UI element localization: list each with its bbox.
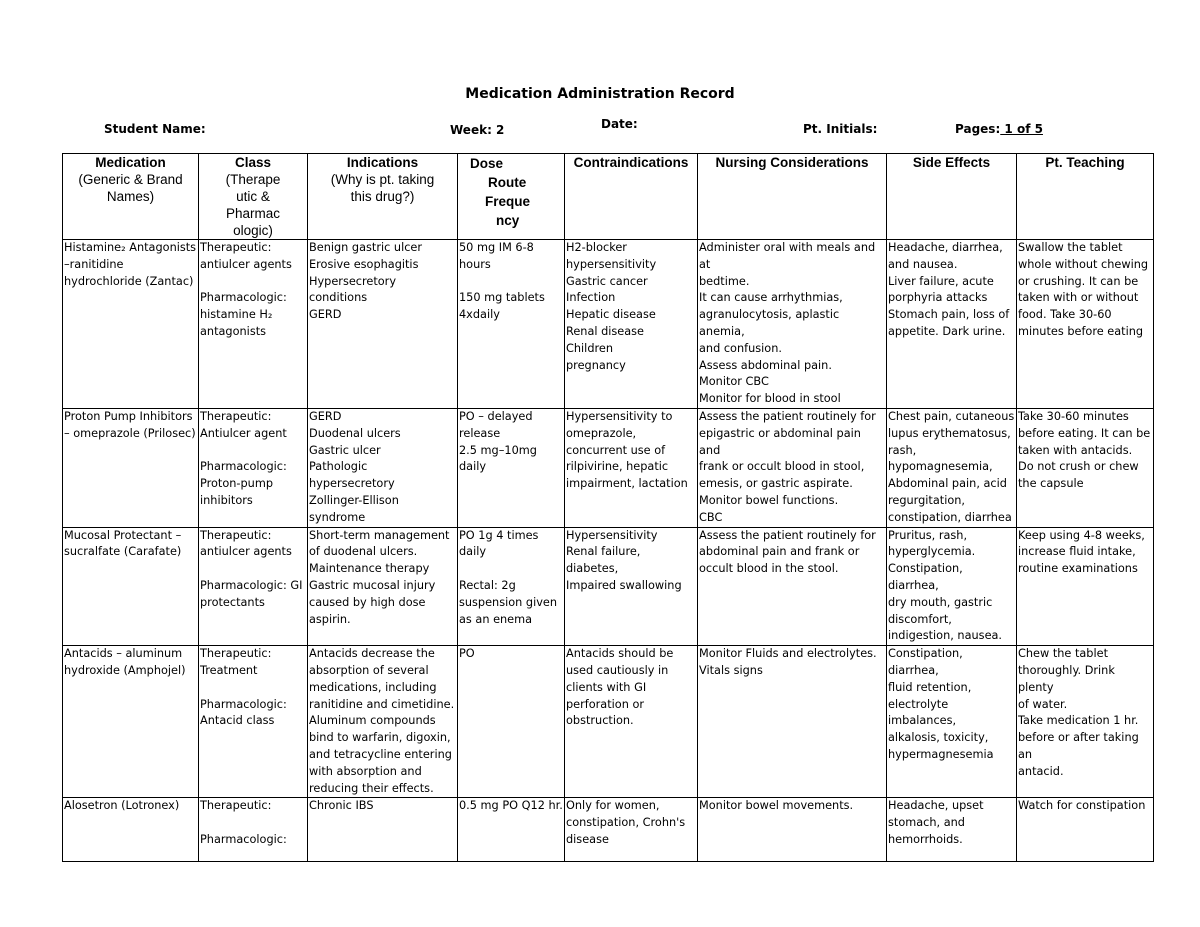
cell-line: fluid retention, bbox=[888, 680, 972, 694]
cell-nursing bbox=[698, 240, 887, 409]
col-indications-header bbox=[308, 154, 458, 240]
table-row bbox=[63, 527, 1154, 646]
cell-line: and confusion. bbox=[699, 341, 782, 355]
cell-line: protectants bbox=[200, 595, 265, 609]
cell-line: Renal failure, diabetes, bbox=[566, 545, 644, 576]
cell-class bbox=[199, 798, 308, 862]
cell-line: GERD bbox=[309, 409, 342, 423]
col-class-sub: Pharmac bbox=[225, 206, 281, 221]
cell-line: 0.5 mg PO Q12 hr. bbox=[459, 799, 563, 813]
cell-line: reducing their effects. bbox=[309, 781, 434, 795]
cell-line: constipation, Crohn's bbox=[566, 816, 686, 830]
cell-side-effects bbox=[887, 798, 1017, 862]
cell-line: impairment, lactation bbox=[566, 477, 688, 491]
cell-line: taken with antacids. bbox=[1018, 443, 1133, 457]
cell-line: Chest pain, cutaneous bbox=[888, 409, 1015, 423]
cell-line: Assess the patient routinely for bbox=[699, 409, 876, 423]
cell-line: agranulocytosis, aplastic anemia, bbox=[699, 308, 843, 338]
cell-line: discomfort, bbox=[888, 612, 952, 626]
cell-line: of duodenal ulcers. bbox=[309, 545, 418, 559]
medication-table bbox=[62, 153, 1154, 862]
cell-line: obstruction. bbox=[566, 714, 634, 728]
cell-line: Pharmacologic: bbox=[200, 697, 287, 711]
cell-line: electrolyte imbalances, bbox=[888, 697, 957, 728]
cell-line: Take medication 1 hr. bbox=[1018, 714, 1139, 728]
cell-line: emesis, or gastric aspirate. bbox=[699, 477, 853, 491]
cell-line: Histamine₂ Antagonists bbox=[64, 241, 197, 254]
cell-line: – omeprazole (Prilosec) bbox=[64, 426, 196, 440]
table-row bbox=[63, 240, 1154, 409]
cell-teaching bbox=[1017, 798, 1154, 862]
cell-side-effects bbox=[887, 240, 1017, 409]
cell-line: antagonists bbox=[200, 324, 267, 338]
cell-line: minutes before eating bbox=[1018, 324, 1144, 338]
cell-line: frank or occult blood in stool, bbox=[699, 460, 865, 474]
cell-line: Pathologic hypersecretory bbox=[309, 460, 395, 491]
cell-line: Only for women, bbox=[566, 799, 660, 813]
cell-line: Hypersensitivity bbox=[566, 528, 658, 542]
cell-spacer bbox=[200, 815, 306, 832]
cell-spacer bbox=[200, 561, 306, 578]
cell-line: Therapeutic: bbox=[200, 241, 272, 254]
cell-line: Antacids decrease the bbox=[309, 647, 435, 661]
cell-class bbox=[199, 646, 308, 798]
cell-line: as an enema bbox=[459, 612, 533, 626]
col-side-effects-title: Side Effects bbox=[912, 155, 991, 170]
cell-class bbox=[199, 240, 308, 409]
page-title: Medication Administration Record bbox=[465, 86, 735, 102]
col-dose-line: Dose bbox=[470, 156, 504, 171]
cell-dose bbox=[458, 646, 565, 798]
cell-line: and nausea. bbox=[888, 257, 958, 271]
cell-line: Monitor bowel functions. bbox=[699, 493, 839, 507]
cell-line: constipation, diarrhea bbox=[888, 510, 1012, 524]
cell-line: bedtime. bbox=[699, 274, 750, 288]
table-row bbox=[63, 408, 1154, 527]
cell-line: Renal disease bbox=[566, 324, 645, 338]
cell-line: concurrent use of bbox=[566, 443, 666, 457]
cell-line: Therapeutic: bbox=[200, 409, 272, 423]
col-indications-sub: this drug?) bbox=[350, 189, 415, 204]
cell-teaching bbox=[1017, 646, 1154, 798]
cell-nursing bbox=[698, 646, 887, 798]
cell-spacer bbox=[200, 274, 306, 291]
cell-line: caused by high dose bbox=[309, 595, 426, 609]
cell-line: Abdominal pain, acid bbox=[888, 477, 1007, 491]
cell-indications bbox=[308, 527, 458, 646]
cell-medication bbox=[63, 646, 199, 798]
cell-line: hemorrhoids. bbox=[888, 832, 963, 846]
cell-contraindications bbox=[565, 646, 698, 798]
cell-medication bbox=[63, 527, 199, 646]
cell-line: Monitor bowel movements. bbox=[699, 799, 854, 813]
cell-contraindications bbox=[565, 408, 698, 527]
cell-line: antiulcer agents bbox=[200, 257, 292, 271]
cell-line: Chew the tablet bbox=[1018, 647, 1108, 661]
cell-line: Hepatic disease bbox=[566, 308, 656, 322]
cell-teaching bbox=[1017, 527, 1154, 646]
cell-line: Gastric cancer bbox=[566, 274, 648, 288]
cell-line: and tetracycline entering bbox=[309, 747, 452, 761]
table-header-row bbox=[63, 154, 1154, 240]
col-class-title: Class bbox=[234, 155, 272, 170]
cell-line: ranitidine and cimetidine. bbox=[309, 697, 455, 711]
cell-line: Treatment bbox=[200, 663, 258, 677]
cell-line: 50 mg IM 6-8 bbox=[459, 241, 534, 254]
cell-line: food. Take 30-60 bbox=[1018, 308, 1112, 322]
cell-spacer bbox=[459, 274, 563, 291]
date-label: Date: bbox=[601, 117, 638, 131]
cell-line: PO – delayed bbox=[459, 409, 533, 423]
cell-indications bbox=[308, 798, 458, 862]
table-row bbox=[63, 646, 1154, 798]
cell-line: abdominal pain and frank or bbox=[699, 545, 860, 559]
col-medication-title: Medication bbox=[95, 155, 166, 170]
col-dose-line: Freque bbox=[485, 194, 531, 209]
cell-line: Short-term management bbox=[309, 528, 450, 542]
cell-line: release bbox=[459, 426, 501, 440]
cell-line: Mucosal Protectant – bbox=[64, 528, 182, 542]
cell-side-effects bbox=[887, 646, 1017, 798]
cell-medication bbox=[63, 240, 199, 409]
col-indications-title: Indications bbox=[346, 155, 419, 170]
cell-line: Therapeutic: bbox=[200, 647, 272, 661]
cell-line: Rectal: 2g bbox=[459, 578, 516, 592]
cell-line: Pruritus, rash, bbox=[888, 528, 968, 542]
cell-line: aspirin. bbox=[309, 612, 351, 626]
cell-line: CBC bbox=[699, 510, 723, 524]
cell-line: –ranitidine bbox=[64, 257, 124, 271]
cell-line: or crushing. It can be bbox=[1018, 274, 1139, 288]
cell-line: Impaired swallowing bbox=[566, 578, 682, 592]
cell-contraindications bbox=[565, 527, 698, 646]
cell-line: Monitor for blood in stool bbox=[699, 392, 841, 406]
col-medication-sub: Names) bbox=[106, 189, 155, 204]
cell-line: Do not crush or chew bbox=[1018, 460, 1139, 474]
cell-line: Assess the patient routinely for bbox=[699, 528, 876, 542]
cell-line: Keep using 4-8 weeks, bbox=[1018, 528, 1145, 542]
cell-line: inhibitors bbox=[200, 493, 253, 507]
cell-dose bbox=[458, 527, 565, 646]
col-indications-sub: (Why is pt. taking bbox=[330, 172, 435, 187]
cell-line: Gastric ulcer bbox=[309, 443, 381, 457]
cell-line: Headache, upset bbox=[888, 799, 984, 813]
cell-line: Take 30-60 minutes bbox=[1018, 409, 1129, 423]
cell-nursing bbox=[698, 527, 887, 646]
cell-line: taken with or without bbox=[1018, 291, 1139, 305]
cell-line: Pharmacologic: GI bbox=[200, 578, 303, 592]
cell-line: of water. bbox=[1018, 697, 1068, 711]
cell-line: regurgitation, bbox=[888, 493, 966, 507]
cell-line: Monitor CBC bbox=[699, 375, 769, 389]
cell-nursing bbox=[698, 798, 887, 862]
col-medication-sub: (Generic & Brand bbox=[78, 172, 183, 187]
col-contraindications-header bbox=[565, 154, 698, 240]
cell-line: stomach, and bbox=[888, 816, 965, 830]
cell-line: Maintenance therapy bbox=[309, 562, 430, 576]
cell-line: Antacids – aluminum bbox=[64, 647, 183, 661]
cell-line: used cautiously in bbox=[566, 663, 669, 677]
col-teaching-header bbox=[1017, 154, 1154, 240]
cell-line: porphyria attacks bbox=[888, 291, 988, 305]
cell-line: Liver failure, acute bbox=[888, 274, 994, 288]
cell-line: before or after taking an bbox=[1018, 731, 1143, 761]
cell-class bbox=[199, 408, 308, 527]
cell-spacer bbox=[459, 561, 563, 578]
cell-dose bbox=[458, 240, 565, 409]
cell-line: 2.5 mg–10mg daily bbox=[459, 443, 541, 474]
cell-side-effects bbox=[887, 527, 1017, 646]
cell-spacer bbox=[200, 443, 306, 460]
pages-indicator bbox=[955, 122, 1043, 136]
cell-line: Duodenal ulcers bbox=[309, 426, 401, 440]
cell-line: Gastric mucosal injury bbox=[309, 578, 436, 592]
cell-line: histamine H₂ bbox=[200, 308, 273, 322]
cell-line: lupus erythematosus, bbox=[888, 426, 1011, 440]
cell-spacer bbox=[200, 680, 306, 697]
cell-line: Pharmacologic: bbox=[200, 291, 287, 305]
cell-line: Constipation, diarrhea, bbox=[888, 562, 967, 592]
cell-line: hydrochloride (Zantac) bbox=[64, 274, 194, 288]
cell-line: hypermagnesemia bbox=[888, 747, 994, 761]
cell-line: alkalosis, toxicity, bbox=[888, 731, 989, 745]
cell-line: routine examinations bbox=[1018, 562, 1138, 576]
cell-line: Children bbox=[566, 341, 614, 355]
cell-line: dry mouth, gastric bbox=[888, 595, 993, 609]
cell-line: suspension given bbox=[459, 595, 558, 609]
cell-line: hyperglycemia. bbox=[888, 545, 976, 559]
cell-line: hypomagnesemia, bbox=[888, 460, 993, 474]
cell-line: Aluminum compounds bbox=[309, 714, 436, 728]
cell-line: hours bbox=[459, 257, 491, 271]
cell-line: Zollinger-Ellison syndrome bbox=[309, 493, 403, 524]
cell-contraindications bbox=[565, 240, 698, 409]
cell-line: Headache, diarrhea, bbox=[888, 241, 1003, 254]
cell-line: antiulcer agents bbox=[200, 545, 292, 559]
cell-line: Therapeutic: bbox=[200, 528, 272, 542]
cell-teaching bbox=[1017, 240, 1154, 409]
col-nursing-header bbox=[698, 154, 887, 240]
cell-line: It can cause arrhythmias, bbox=[699, 291, 843, 305]
cell-line: medications, including bbox=[309, 680, 437, 694]
cell-line: Erosive esophagitis bbox=[309, 257, 419, 271]
cell-medication bbox=[63, 798, 199, 862]
pt-initials-label: Pt. Initials: bbox=[803, 122, 878, 136]
cell-line: hypersensitivity bbox=[566, 257, 657, 271]
cell-line: increase fluid intake, bbox=[1018, 545, 1136, 559]
student-name-label: Student Name: bbox=[104, 122, 206, 136]
pages-label: Pages: bbox=[955, 122, 1001, 136]
cell-dose bbox=[458, 798, 565, 862]
cell-line: PO bbox=[459, 647, 475, 661]
cell-line: Assess abdominal pain. bbox=[699, 358, 832, 372]
cell-line: sucralfate (Carafate) bbox=[64, 545, 182, 559]
cell-line: indigestion, nausea. bbox=[888, 629, 1003, 643]
col-class-header bbox=[199, 154, 308, 240]
cell-line: Infection bbox=[566, 291, 616, 305]
cell-line: 4xdaily bbox=[459, 308, 500, 322]
col-class-sub: (Therape bbox=[225, 172, 281, 187]
cell-line: Watch for constipation bbox=[1018, 799, 1146, 813]
cell-line: Antacid class bbox=[200, 714, 275, 728]
cell-line: PO 1g 4 times daily bbox=[459, 528, 543, 559]
cell-line: thoroughly. Drink plenty bbox=[1018, 663, 1119, 694]
cell-indications bbox=[308, 408, 458, 527]
cell-line: occult blood in the stool. bbox=[699, 562, 839, 576]
table-body bbox=[63, 240, 1154, 862]
cell-contraindications bbox=[565, 798, 698, 862]
cell-line: Antiulcer agent bbox=[200, 426, 287, 440]
col-contraindications-title: Contraindications bbox=[573, 155, 689, 170]
cell-line: absorption of several bbox=[309, 663, 429, 677]
cell-line: bind to warfarin, digoxin, bbox=[309, 731, 451, 745]
cell-line: appetite. Dark urine. bbox=[888, 324, 1006, 338]
col-dose-line: Route bbox=[488, 175, 527, 190]
cell-nursing bbox=[698, 408, 887, 527]
cell-line: Administer oral with meals and at bbox=[699, 241, 879, 271]
cell-line: Proton-pump bbox=[200, 477, 274, 491]
cell-line: rash, bbox=[888, 443, 917, 457]
col-class-sub: ologic) bbox=[233, 223, 273, 238]
cell-line: whole without chewing bbox=[1018, 257, 1149, 271]
col-side-effects-header bbox=[887, 154, 1017, 240]
cell-teaching bbox=[1017, 408, 1154, 527]
cell-line: Stomach pain, loss of bbox=[888, 308, 1010, 322]
cell-line: Benign gastric ulcer bbox=[309, 241, 423, 254]
cell-indications bbox=[308, 240, 458, 409]
cell-line: 150 mg tablets bbox=[459, 291, 545, 305]
cell-class bbox=[199, 527, 308, 646]
cell-line: GERD bbox=[309, 308, 342, 322]
cell-line: rilpivirine, hepatic bbox=[566, 460, 669, 474]
pages-value: 1 of 5 bbox=[1000, 122, 1043, 136]
cell-dose bbox=[458, 408, 565, 527]
cell-line: Chronic IBS bbox=[309, 799, 374, 813]
cell-line: omeprazole, bbox=[566, 426, 637, 440]
cell-line: Monitor Fluids and electrolytes. bbox=[699, 647, 877, 661]
cell-line: H2-blocker bbox=[566, 241, 627, 254]
cell-side-effects bbox=[887, 408, 1017, 527]
col-medication-header bbox=[63, 154, 199, 240]
cell-line: the capsule bbox=[1018, 477, 1084, 491]
cell-line: Pharmacologic: bbox=[200, 460, 287, 474]
cell-line: disease bbox=[566, 832, 609, 846]
cell-line: hydroxide (Amphojel) bbox=[64, 663, 186, 677]
cell-line: before eating. It can be bbox=[1018, 426, 1151, 440]
cell-line: Hypersecretory conditions bbox=[309, 274, 400, 305]
cell-line: Hypersensitivity to bbox=[566, 409, 673, 423]
cell-line: antacid. bbox=[1018, 764, 1064, 778]
col-nursing-title: Nursing Considerations bbox=[715, 155, 869, 170]
cell-line: epigastric or abdominal pain and bbox=[699, 426, 865, 457]
col-dose-header bbox=[458, 154, 565, 240]
col-dose-line: ncy bbox=[496, 213, 520, 228]
cell-line: Antacids should be bbox=[566, 647, 674, 661]
cell-line: perforation or bbox=[566, 697, 645, 711]
cell-line: Pharmacologic: bbox=[200, 832, 287, 846]
cell-line: Alosetron (Lotronex) bbox=[64, 799, 180, 813]
cell-line: Swallow the tablet bbox=[1018, 241, 1123, 254]
cell-line: Therapeutic: bbox=[200, 799, 272, 813]
col-class-sub: utic & bbox=[236, 189, 270, 204]
cell-medication bbox=[63, 408, 199, 527]
table-row bbox=[63, 798, 1154, 862]
cell-line: clients with GI bbox=[566, 680, 647, 694]
cell-line: with absorption and bbox=[309, 764, 422, 778]
cell-line: Constipation, diarrhea, bbox=[888, 647, 967, 677]
cell-line: Vitals signs bbox=[699, 663, 763, 677]
cell-indications bbox=[308, 646, 458, 798]
cell-line: Proton Pump Inhibitors bbox=[64, 409, 193, 423]
col-teaching-title: Pt. Teaching bbox=[1045, 155, 1125, 170]
week-label: Week: 2 bbox=[450, 123, 505, 137]
cell-line: pregnancy bbox=[566, 358, 626, 372]
